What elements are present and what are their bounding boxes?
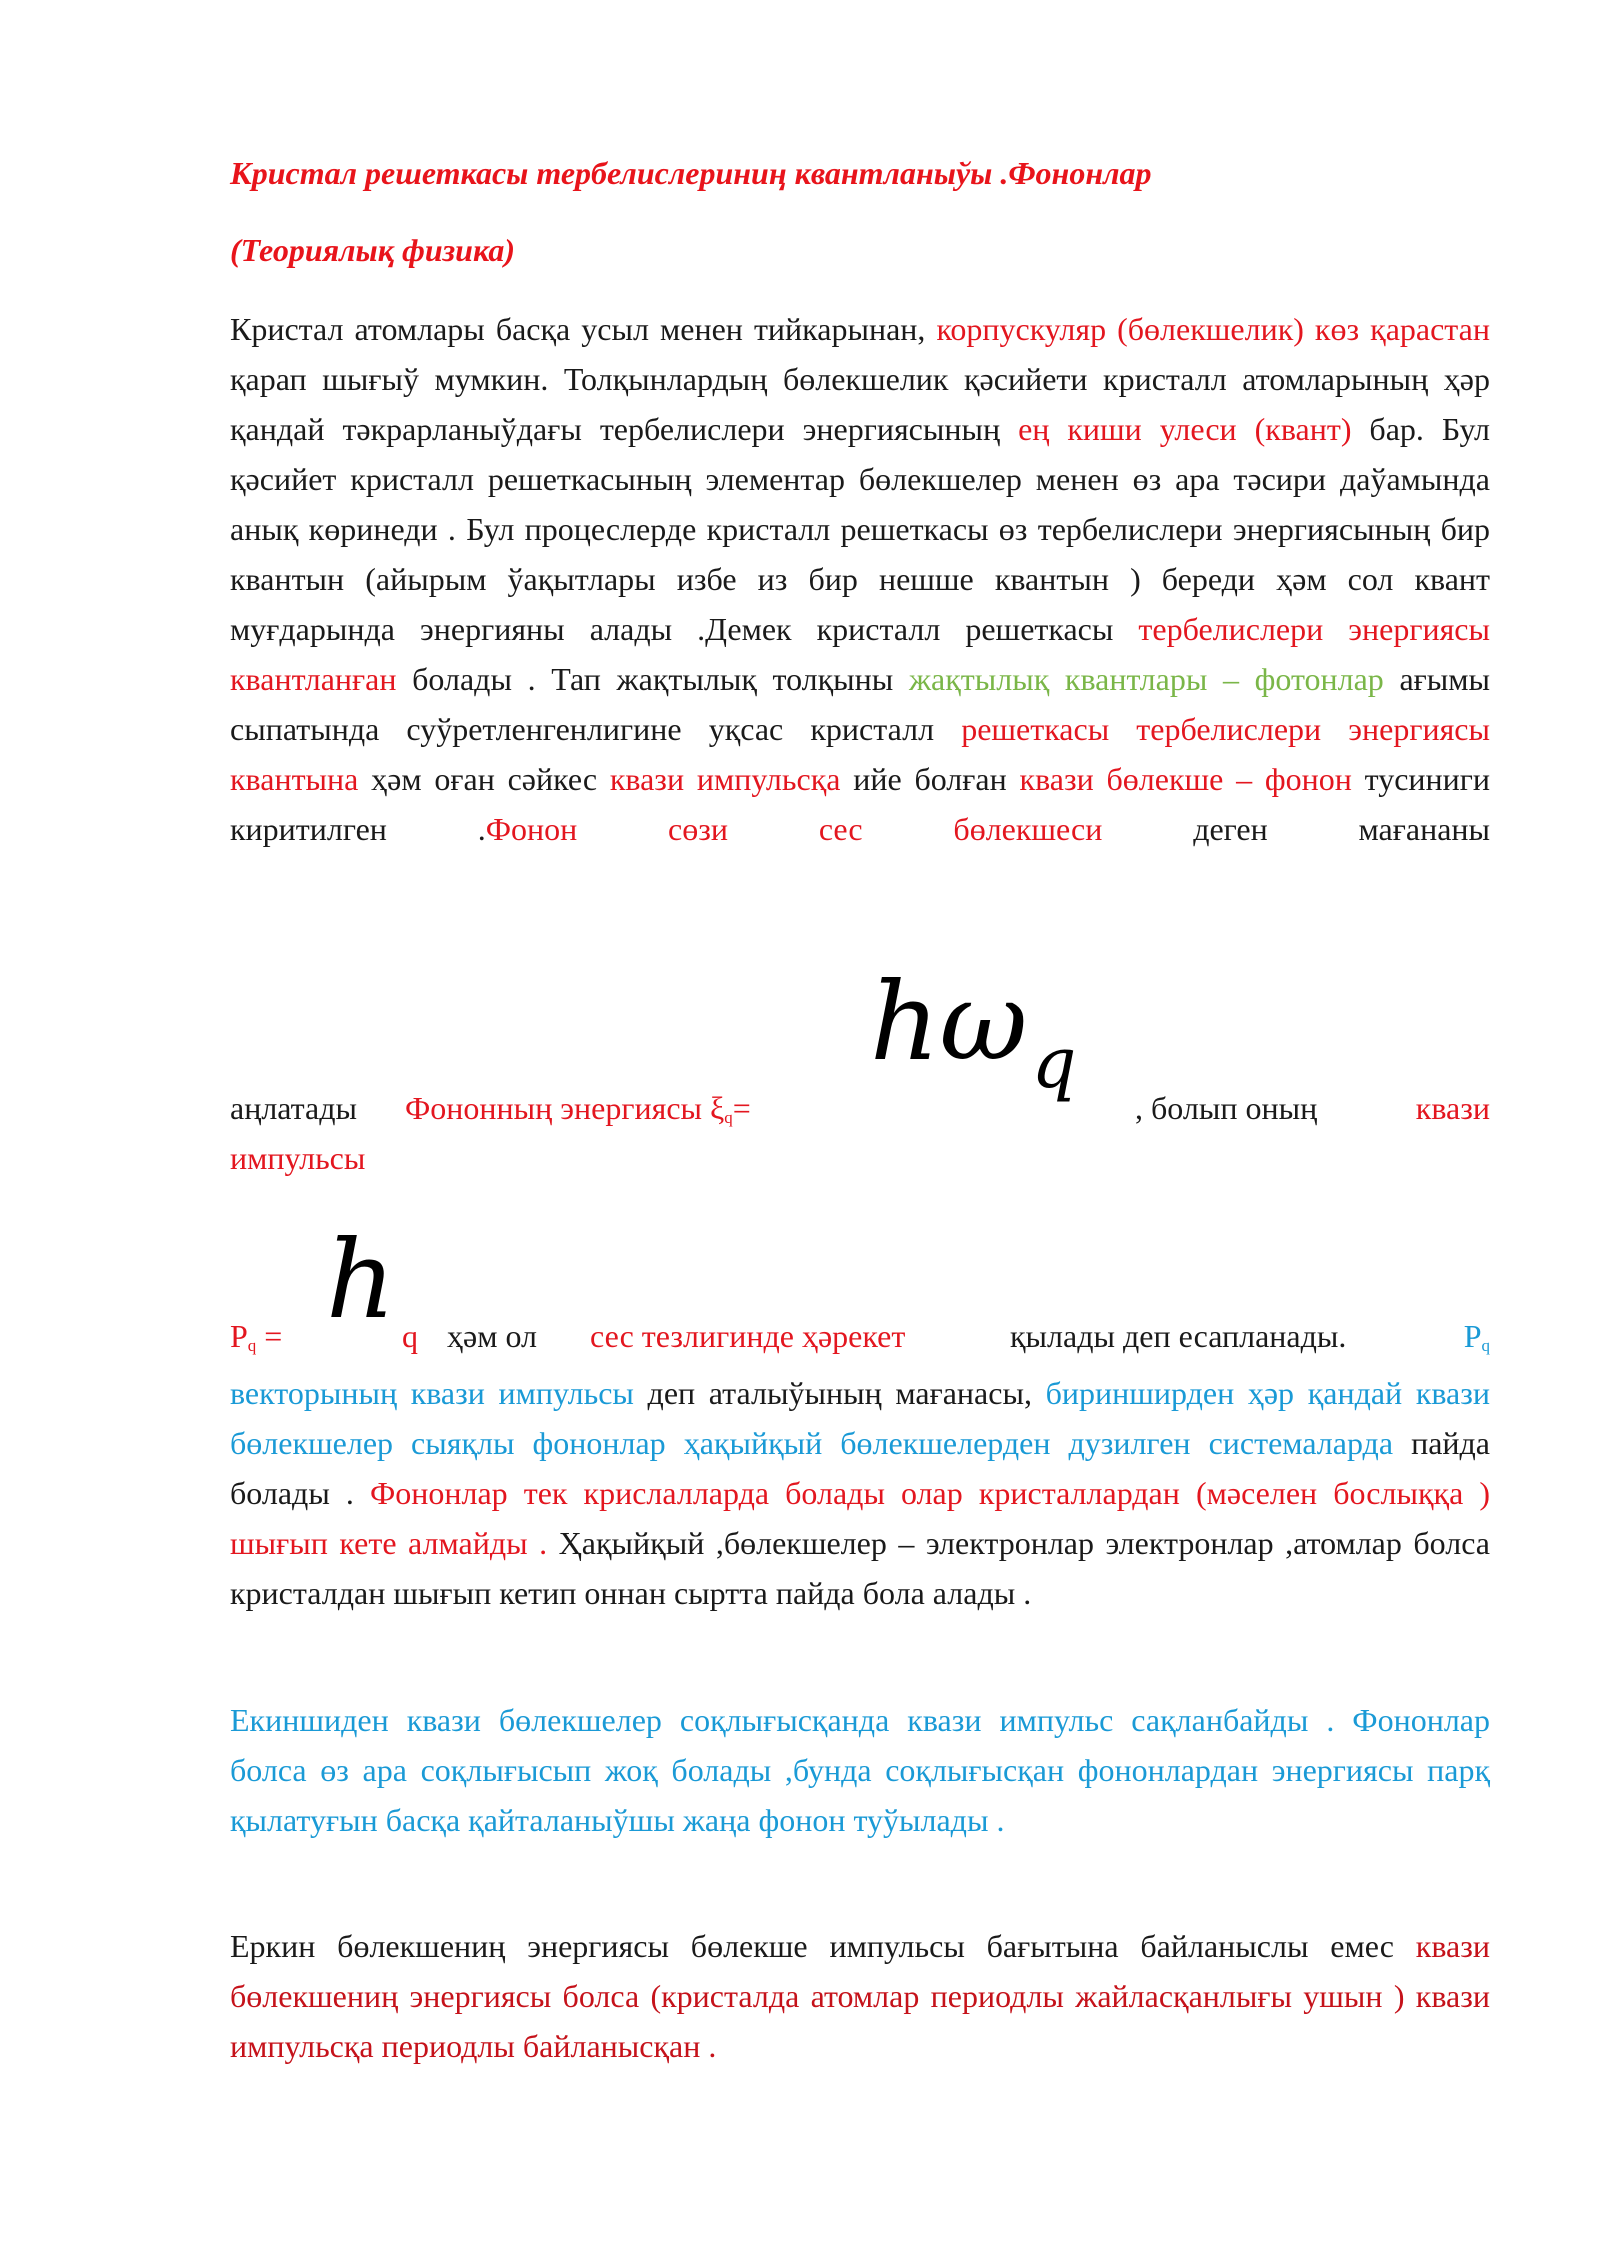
para1-run-3: ең киши улеси (квант) — [1018, 411, 1352, 447]
document-title: Кристал решеткасы тербелислериниң квантланыўы .Фононлар — [230, 155, 1152, 191]
para1-run-10: ҳәм оған сәйкес — [358, 761, 610, 797]
para1-run-8: ағымы сыпатында суўретленгенлигине уқсас кристалл — [230, 661, 1491, 747]
para1-run-9: решеткасы тербелислери энергиясы квантына — [230, 711, 1491, 797]
momentum-p-label: $P_q$ = — [230, 1318, 283, 1355]
paragraph-free-particle — [230, 1921, 1490, 2071]
formula-h: h — [326, 1218, 396, 1343]
para1-run-15: Фонон сөзи сес бөлекшеси — [485, 811, 1103, 847]
paragraph-second: Екиншиден квази бөлекшелер соқлығысқанда квази импульс сақланбайды . Фононлар болса өз ара соқлығысып жоқ болады ,бунда соқлығысқан фононлардан энергиясы парқ қылатуғын басқа қайталаныўшы жаңа фонон туўылады . — [230, 1702, 1490, 1838]
para1-run-2: қарап шығыў мумкин. Толқынлардың бөлекшелик қәсийети кристалл атомларының ҳәр қандай тәкрарланыўдағы тербелислери энергиясының — [230, 361, 1490, 447]
hem-ol-text: ҳәм ол — [447, 1318, 537, 1354]
para1-run-7: жақтылық квантлары – фотонлар — [908, 661, 1384, 697]
para3-run-5: Ҳақыйқый ,бөлекшелер – электронлар электронлар ,атомлар болса кристалдан шығып кетип оннан сыртта пайда бола алады . — [230, 1525, 1491, 1611]
paragraph-quasi-momentum — [230, 1368, 1490, 1618]
para1-run-1: корпускуляр (бөлекшелик) көз қарастан — [936, 311, 1491, 347]
considered-text: қылады деп есапланады. — [1010, 1318, 1347, 1354]
formula-subscript-q: q — [1031, 1022, 1077, 1104]
momentum-p2-label: $P_q$ — [1463, 1318, 1490, 1355]
boliyp-onin-text: , болып оның — [1135, 1090, 1318, 1126]
phonon-energy-label: Фононның энергиясы $\xi_q=$ — [405, 1090, 751, 1127]
para3-run-2: биринширден ҳәр қандай квази бөлекшелер сыяқлы фононлар ҳақыйқый бөлекшелерден дузилген системаларда — [230, 1375, 1491, 1461]
sound-speed-text: сес тезлигинде ҳәрекет — [590, 1318, 906, 1354]
para1-run-6: болады . Тап жақтылық толқыны — [396, 661, 909, 697]
para1-run-12: ийе болған — [840, 761, 1020, 797]
para1-run-14: тусиниги киритилген . — [230, 761, 1491, 847]
para3-run-4: Фононлар тек крислалларда болады олар кристаллардан (мәселен бослыққа ) шығып кете алмайды . — [230, 1475, 1491, 1561]
formula-phonon-energy — [870, 960, 1077, 1104]
para1-run-0: Кристал атомлары басқа усыл менен тийкарынан, — [230, 311, 937, 347]
para3-run-1: деп аталыўының мағанасы, — [633, 1375, 1046, 1411]
para1-run-13: квази бөлекше – фонон — [1019, 761, 1352, 797]
formula-h-omega: hω — [870, 960, 1028, 1085]
document-subtitle: (Теориялық физика) — [230, 232, 516, 268]
para1-run-5: тербелислери энергиясы квантланған — [230, 611, 1491, 697]
para5-run-1: квази бөлекшениң энергиясы болса (кристалда атомлар периодлы жайласқанлығы ушын ) квази импульсқа периодлы байланысқан . — [230, 1928, 1490, 2064]
momentum-q: q — [402, 1318, 418, 1354]
para3-run-3: пайда болады . — [230, 1425, 1491, 1511]
para1-run-4: бар. Бул қәсийет кристалл решеткасының элементар бөлекшелер менен өз ара тәсири даўамында анық көринеди . Бул процеслерде кристалл решеткасы өз тербелислери энергиясының бир квантын (айырым ўақытлары избе из бир нешше квантын ) береди ҳәм сол квант муғдарында энергияны алады .Демек кристалл решеткасы — [230, 411, 1491, 647]
para3-run-0: векторының квази импульсы — [230, 1375, 634, 1411]
para1-run-11: квази импульсқа — [609, 761, 841, 797]
para1-run-16: деген мағананы — [1102, 811, 1491, 847]
para5-run-0: Еркин бөлекшениң энергиясы бөлекше импульсы бағытына байланыслы емес — [230, 1928, 1416, 1964]
kvazi-word: квази — [1415, 1090, 1490, 1126]
impulse-word-line: импульсы — [230, 1140, 366, 1176]
word-anlatady: аңлатады — [230, 1090, 358, 1126]
paragraph-intro — [230, 304, 1490, 854]
